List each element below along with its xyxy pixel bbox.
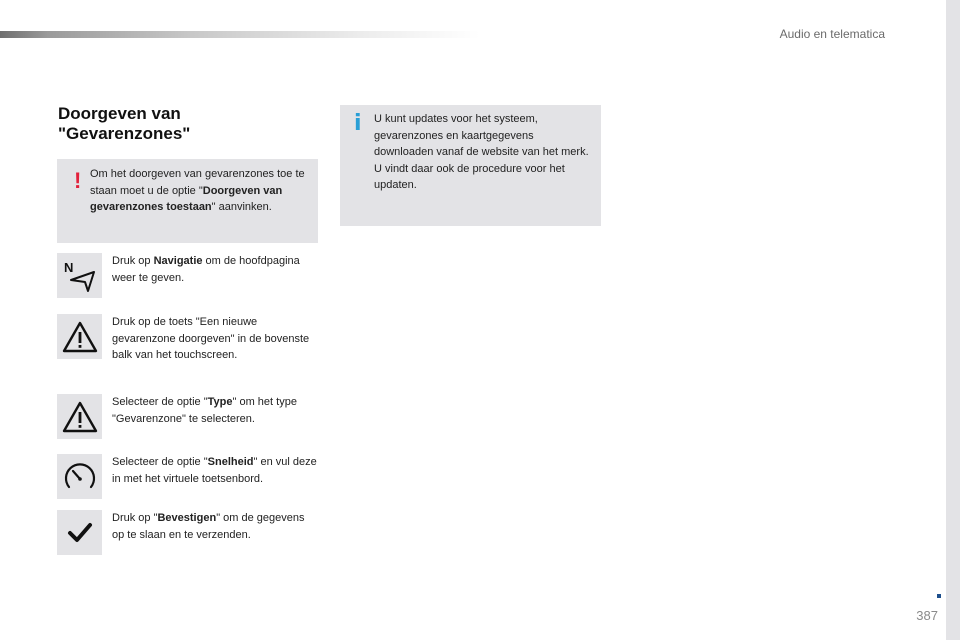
checkmark-icon (57, 510, 102, 555)
page-title (58, 104, 298, 144)
step-text: Selecteer de optie "Type" om het type "Gevarenzone" te selecteren. (112, 396, 297, 425)
page-number: 387 (916, 608, 938, 623)
step-text: Selecteer de optie "Snelheid" en vul deze in met het virtuele toetsenbord. (112, 456, 317, 485)
warning-note-text: Om het doorgeven van gevarenzones toe te staan moet u de optie "Doorgeven van gevarenzones toestaan" aanvinken. (90, 168, 305, 213)
exclamation-icon: ! (74, 168, 82, 193)
navigation-icon (57, 253, 102, 298)
page-marker (937, 594, 941, 598)
step-text: Druk op Navigatie om de hoofdpagina weer te geven. (112, 255, 300, 284)
page-title-line2: "Gevarenzones" (58, 124, 191, 143)
page-edge-strip (946, 0, 960, 640)
warning-note (57, 159, 318, 243)
step-text: Druk op de toets "Een nieuwe gevarenzone doorgeven" in de bovenste balk van het touchscreen. (112, 316, 310, 361)
info-note (340, 105, 601, 226)
speedometer-icon (57, 454, 102, 499)
header-bar (0, 31, 480, 38)
step-text: Druk op "Bevestigen" om de gegevens op te slaan en te verzenden. (112, 512, 305, 541)
info-icon: i (354, 111, 362, 136)
warning-triangle-icon (57, 394, 102, 439)
info-note-text: U kunt updates voor het systeem, gevarenzones en kaartgegevens downloaden vanaf de website van het merk. U vindt daar ook de procedure voor het updaten. (374, 113, 589, 191)
section-label: Audio en telematica (779, 27, 885, 41)
warning-triangle-icon (57, 314, 102, 359)
page-title-line1: Doorgeven van (58, 104, 181, 123)
svg-text:N: N (63, 259, 73, 275)
